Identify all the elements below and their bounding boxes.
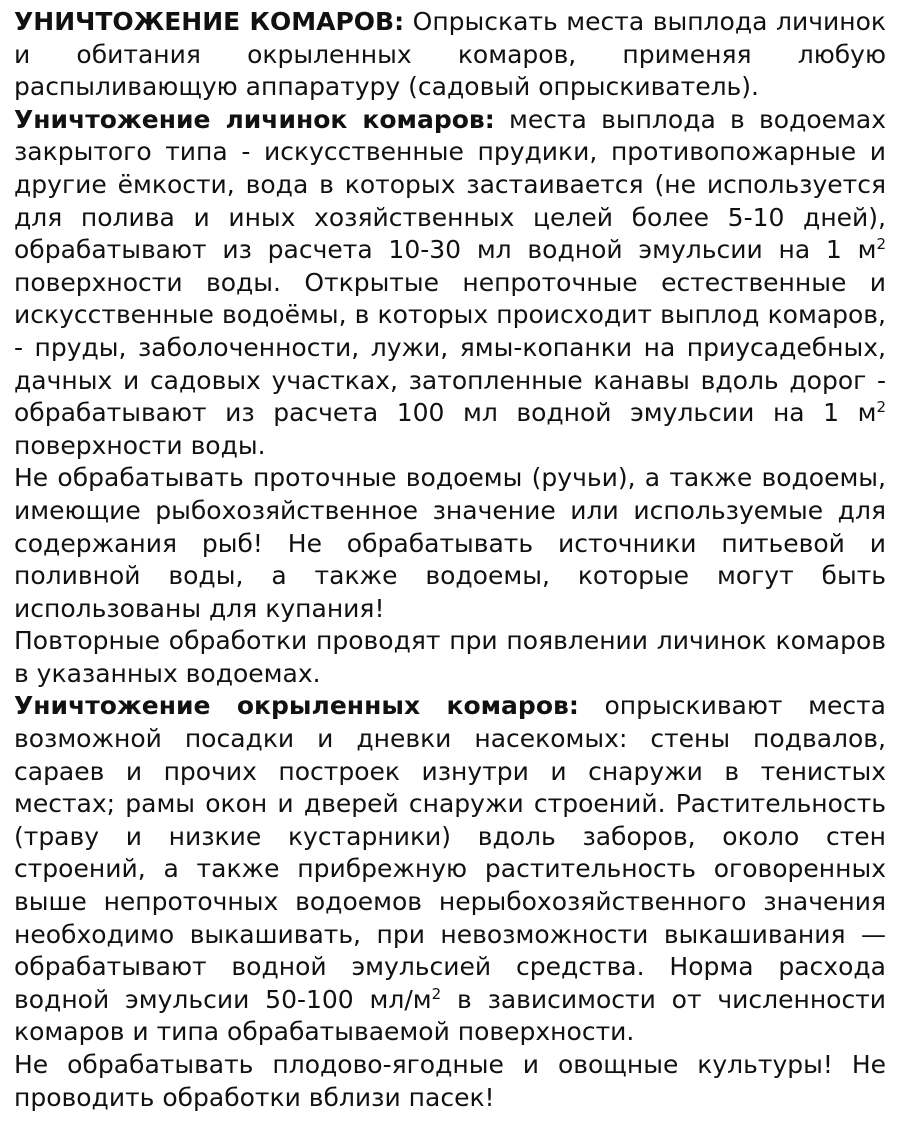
paragraph-text: поверхности воды. Открытые непроточные естественные и искусственные водоёмы, в которых происходит выплод комаров, - пруды, заболоченности, лужи, ямы-копанки на приусадебных, дачных и садовых участках, затопленные канавы вдоль дорог - обрабатывают из расчета 100 мл водной эмульсии на 1 м xyxy=(14,267,886,428)
paragraph-mosquito-destruction xyxy=(14,6,886,104)
paragraph-text: Повторные обработки проводят при появлении личинок комаров в указанных водоемах. xyxy=(14,626,886,688)
paragraph-crops-warning xyxy=(14,1049,886,1114)
superscript: 2 xyxy=(876,398,886,417)
paragraph-water-warning xyxy=(14,462,886,625)
superscript: 2 xyxy=(876,235,886,254)
paragraph-text: Не обрабатывать плодово-ягодные и овощные культуры! Не проводить обработки вблизи пасек! xyxy=(14,1050,886,1112)
paragraph-text: опрыскивают места возможной посадки и дневки насекомых: стены подвалов, сараев и прочих построек изнутри и снаружи в тенистых местах; рамы окон и дверей снаружи строений. Растительность (траву и низкие кустарники) вдоль заборов, около стен строений, а также прибрежную растительность оговоренных выше непроточных водоемов нерыбохозяйственного значения необходимо выкашивать, при невозможности выкашивания — обрабатывают водной эмульсией средства. Норма расхода водной эмульсии 50-100 мл/м xyxy=(14,691,886,1014)
paragraph-text: поверхности воды. xyxy=(14,430,266,460)
section-heading-adult-mosquito-destruction: Уничтожение окрыленных комаров: xyxy=(14,691,579,721)
paragraph-text: Опрыскать места выплода личинок и обитания окрыленных комаров, применяя любую распыливающую аппаратуру (садовый опрыскиватель). xyxy=(14,7,886,102)
paragraph-repeat-treatment xyxy=(14,625,886,690)
superscript: 2 xyxy=(431,984,442,1003)
section-heading-larvae-destruction: Уничтожение личинок комаров: xyxy=(14,104,495,134)
paragraph-adult-mosquito-destruction xyxy=(14,690,886,1049)
paragraph-text: Не обрабатывать проточные водоемы (ручьи), а также водоемы, имеющие рыбохозяйственное значение или используемые для содержания рыб! Не обрабатывать источники питьевой и поливной воды, а также водоемы, которые могут быть использованы для купания! xyxy=(14,463,886,623)
section-heading-mosquito-destruction: УНИЧТОЖЕНИЕ КОМАРОВ: xyxy=(14,7,405,36)
paragraph-text: в зависимости от численности комаров и типа обрабатываемой поверхности. xyxy=(14,984,887,1047)
paragraph-text: места выплода в водоемах закрытого типа - искусственные прудики, противопожарные и другие ёмкости, вода в которых застаивается (не используется для полива и иных хозяйственных целей более 5-10 дней), обрабатывают из расчета 10-30 мл водной эмульсии на 1 м xyxy=(14,104,887,265)
paragraph-larvae-destruction xyxy=(14,104,886,463)
